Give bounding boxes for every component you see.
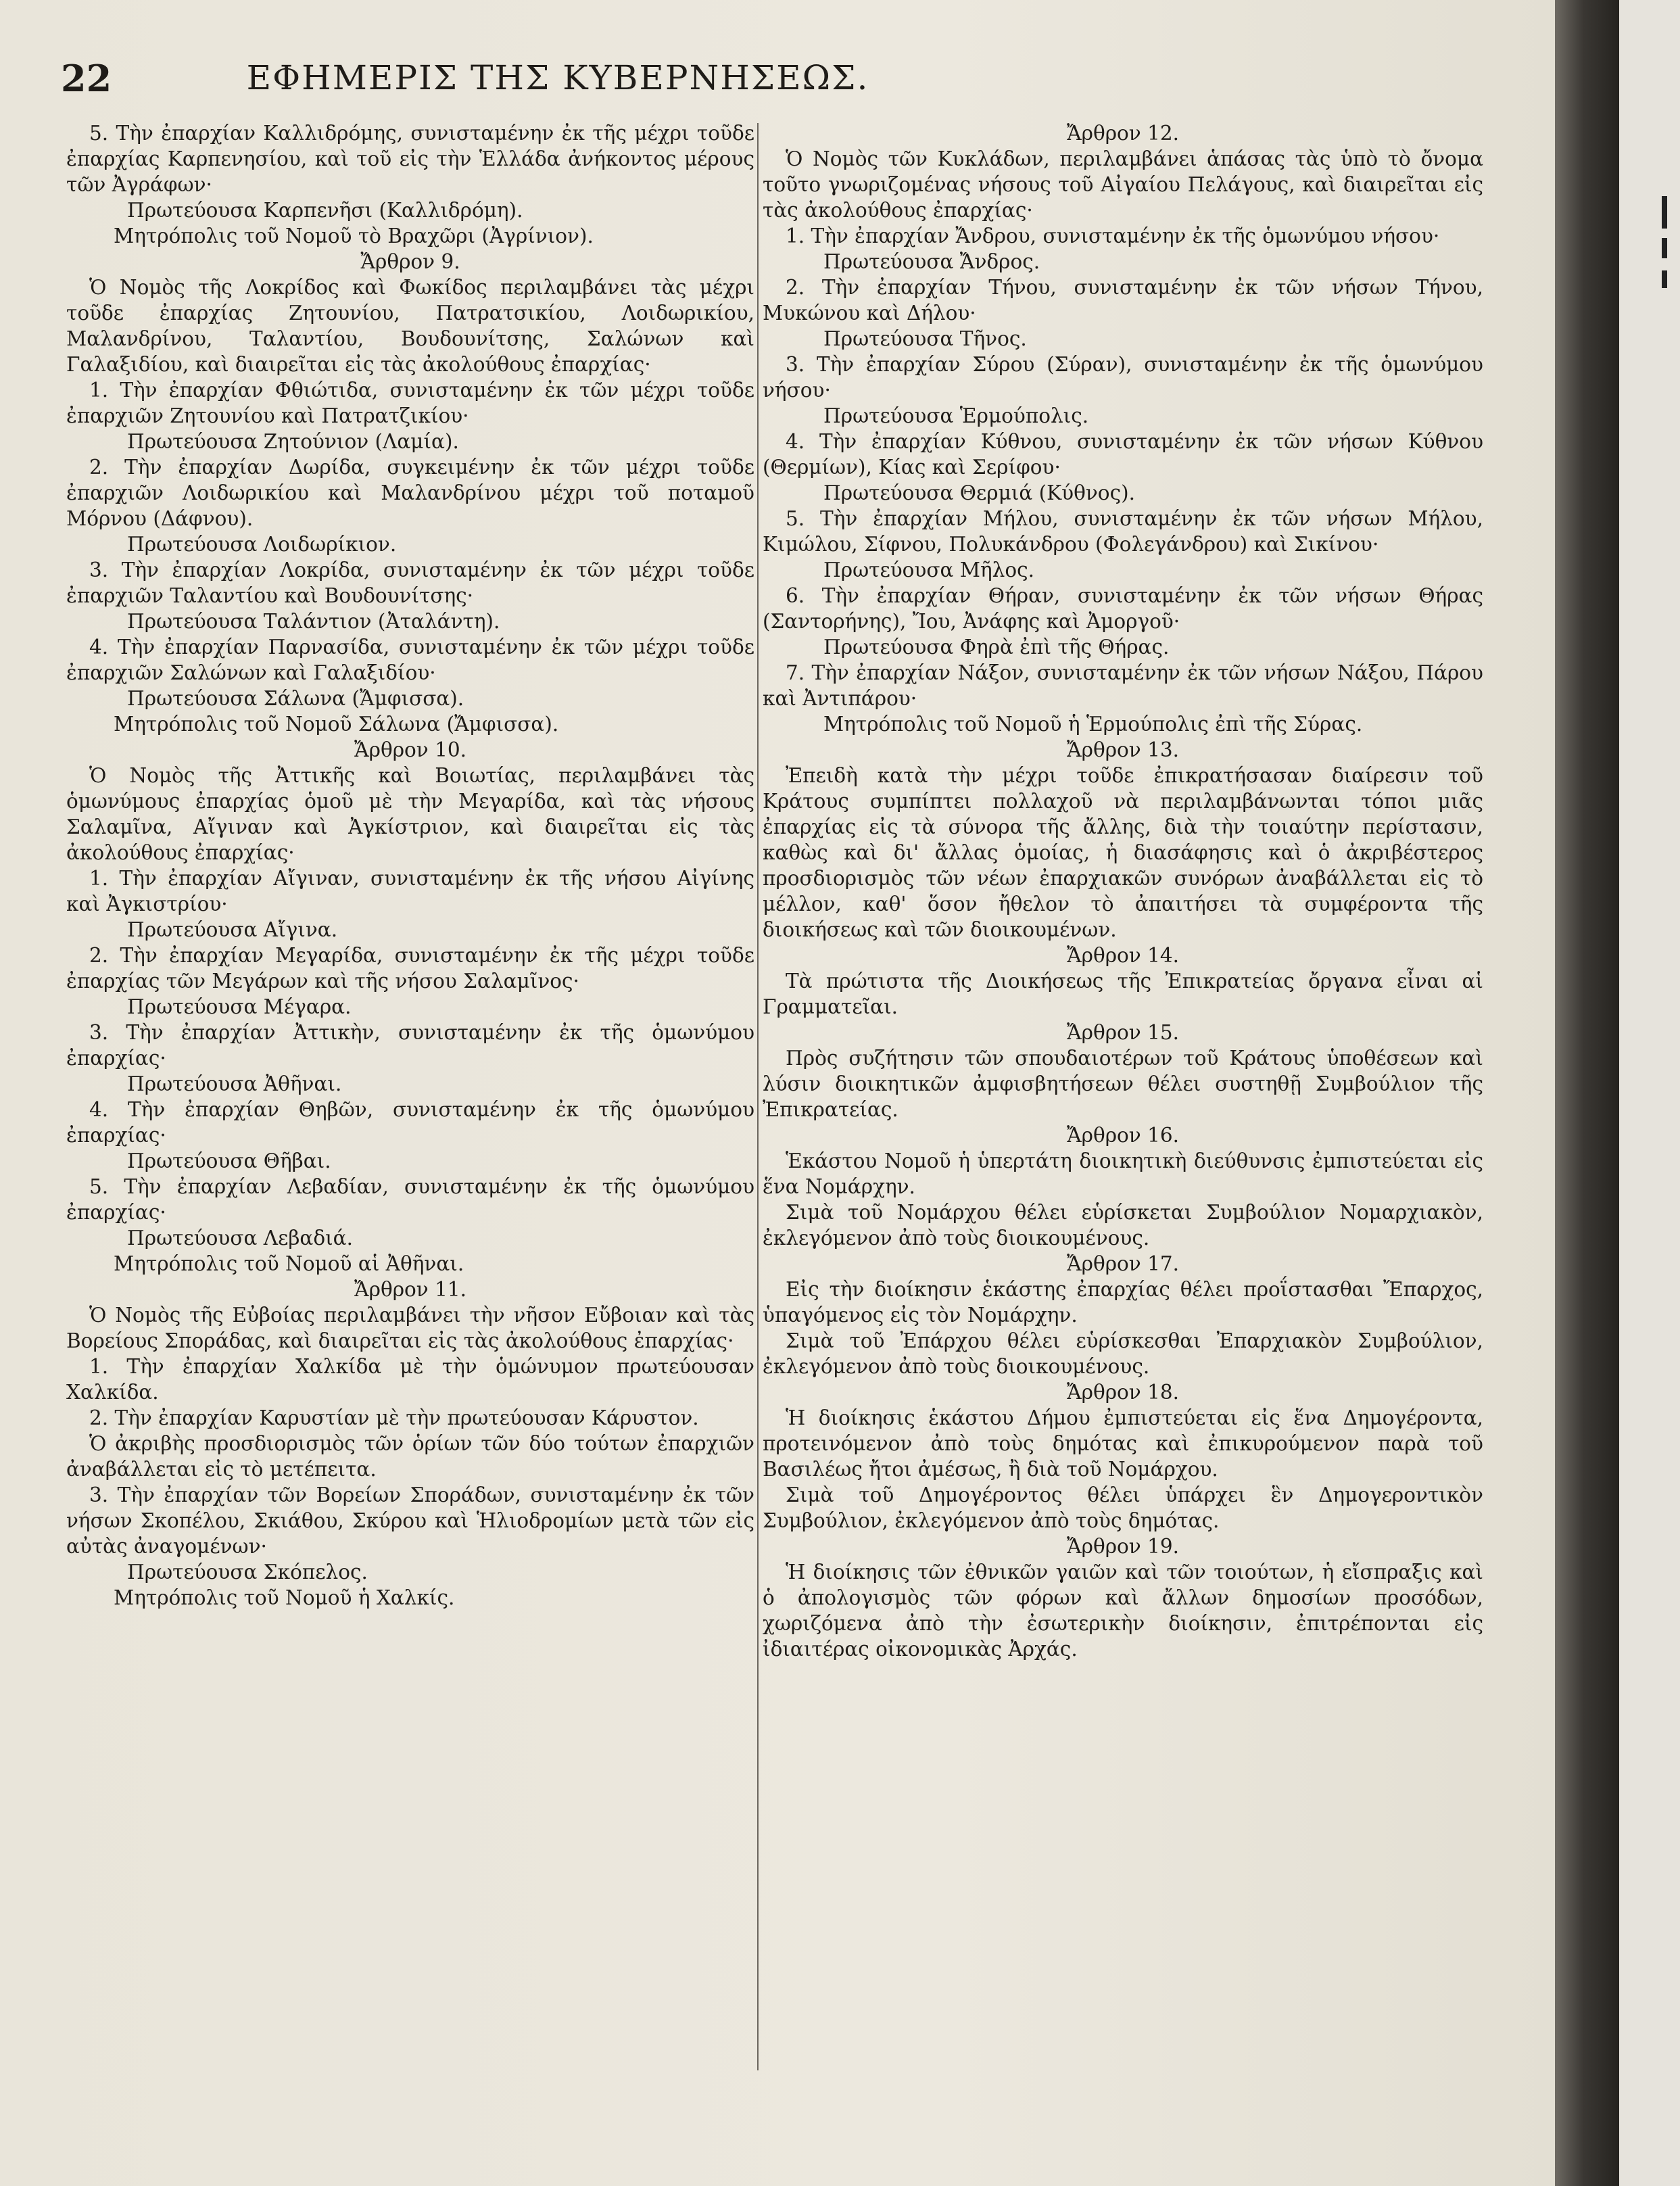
paragraph: Σιμὰ τοῦ Νομάρχου θέλει εὑρίσκεται Συμβούλιον Νομαρχιακὸν, ἐκλεγόμενον ἀπὸ τοὺς διοικουμένους. (763, 1201, 1483, 1250)
column-rule (757, 123, 759, 2070)
paragraph: 1. Τὴν ἐπαρχίαν Αἴγιναν, συνισταμένην ἐκ τῆς νήσου Αἰγίνης καὶ Ἀγκιστρίου· (66, 867, 754, 916)
paragraph: Σιμὰ τοῦ Δημογέροντος θέλει ὑπάρχει ἓν Δημογεροντικὸν Συμβούλιον, ἐκλεγόμενον ἀπὸ τοὺς δημότας. (763, 1483, 1483, 1532)
paragraph: 5. Τὴν ἐπαρχίαν Λεβαδίαν, συνισταμένην ἐκ τῆς ὁμωνύμου ἐπαρχίας· (66, 1175, 754, 1224)
capital-line: Πρωτεύουσα Αἴγινα. (127, 918, 338, 941)
edge-mark (1662, 238, 1667, 258)
paragraph: 3. Τὴν ἐπαρχίαν Ἀττικὴν, συνισταμένην ἐκ τῆς ὁμωνύμου ἐπαρχίας· (66, 1021, 754, 1070)
capital-line: Πρωτεύουσα Θῆβαι. (127, 1149, 331, 1172)
paragraph: 2. Τὴν ἐπαρχίαν Δωρίδα, συγκειμένην ἐκ τῶν μέχρι τοῦδε ἐπαρχιῶν Λοιδωρικίου καὶ Μαλανδρίνου μέχρι τοῦ ποταμοῦ Μόρνου (Δάφνου). (66, 456, 754, 530)
paragraph: 4. Τὴν ἐπαρχίαν Θηβῶν, συνισταμένην ἐκ τῆς ὁμωνύμου ἐπαρχίας· (66, 1098, 754, 1147)
metropolis-line: Μητρόπολις τοῦ Νομοῦ τὸ Βραχῶρι (Ἀγρίνιον). (114, 224, 594, 247)
article-heading: Ἄρθρον 12. (1066, 122, 1180, 145)
article-heading: Ἄρθρον 15. (1066, 1021, 1180, 1044)
paragraph: 1. Τὴν ἐπαρχίαν Φθιώτιδα, συνισταμένην ἐκ τῶν μέχρι τοῦδε ἐπαρχιῶν Ζητουνίου καὶ Πατρατζικίου· (66, 379, 754, 427)
book-spine (1555, 0, 1619, 2186)
paragraph: Εἰς τὴν διοίκησιν ἑκάστης ἐπαρχίας θέλει προΐστασθαι Ἔπαρχος, ὑπαγόμενος εἰς τὸν Νομάρχην. (763, 1278, 1483, 1327)
paragraph: Ὁ ἀκριβὴς προσδιορισμὸς τῶν ὁρίων τῶν δύο τούτων ἐπαρχιῶν ἀναβάλλεται εἰς τὸ μετέπειτα. (66, 1432, 754, 1481)
page-header (61, 57, 1055, 104)
capital-line: Πρωτεύουσα Ζητούνιον (Λαμία). (127, 430, 459, 453)
capital-line: Πρωτεύουσα Λεβαδιά. (127, 1227, 353, 1250)
paragraph: 6. Τὴν ἐπαρχίαν Θήραν, συνισταμένην ἐκ τῶν νήσων Θήρας (Σαντορήνης), Ἴου, Ἀνάφης καὶ Ἀμοργοῦ· (763, 584, 1483, 633)
capital-line: Πρωτεύουσα Θερμιά (Κύθνος). (823, 481, 1135, 504)
left-column (66, 120, 754, 1611)
paragraph: 4. Τὴν ἐπαρχίαν Παρνασίδα, συνισταμένην ἐκ τῶν μέχρι τοῦδε ἐπαρχιῶν Σαλώνων καὶ Γαλαξιδίου· (66, 636, 754, 684)
capital-line: Πρωτεύουσα Σκόπελος. (127, 1561, 368, 1584)
paragraph: Ἐπειδὴ κατὰ τὴν μέχρι τοῦδε ἐπικρατήσασαν διαίρεσιν τοῦ Κράτους συμπίπτει πολλαχοῦ νὰ περιλαμβάνωνται τόποι μιᾶς ἐπαρχίας εἰς τὰ σύνορα τῆς ἄλλης, διὰ τὴν τοιαύτην περίστασιν, καθὼς καὶ δι' ἄλλας ὁμοίας, ἡ διασάφησις καὶ ὁ ἀκριβέστερος προσδιορισμὸς τῶν νέων ἐπαρχιακῶν συνόρων ἀναβάλλεται εἰς τὸ μέλλον, καθ' ὅσον ἤθελον τὸ ἀπαιτήσει τὰ συμφέροντα τῆς διοικήσεως καὶ τῶν διοικουμένων. (763, 764, 1483, 941)
metropolis-line: Μητρόπολις τοῦ Νομοῦ αἱ Ἀθῆναι. (114, 1252, 464, 1275)
article-heading: Ἄρθρον 13. (1066, 738, 1180, 761)
paragraph: Σιμὰ τοῦ Ἐπάρχου θέλει εὑρίσκεσθαι Ἐπαρχιακὸν Συμβούλιον, ἐκλεγόμενον ἀπὸ τοὺς διοικουμένους. (763, 1329, 1483, 1378)
paragraph: Πρὸς συζήτησιν τῶν σπουδαιοτέρων τοῦ Κράτους ὑποθέσεων καὶ λύσιν διοικητικῶν ἀμφισβητήσεων θέλει συστηθῇ Συμβούλιον τῆς Ἐπικρατείας. (763, 1047, 1483, 1121)
right-column (763, 120, 1483, 1662)
capital-line: Πρωτεύουσα Λοιδωρίκιον. (127, 533, 397, 556)
capital-line: Πρωτεύουσα Μῆλος. (823, 559, 1035, 581)
article-heading: Ἄρθρον 17. (1066, 1252, 1180, 1275)
article-heading: Ἄρθρον 14. (1066, 944, 1180, 967)
adjacent-page-edge (1619, 0, 1680, 2186)
article-heading: Ἄρθρον 19. (1066, 1535, 1180, 1558)
capital-line: Πρωτεύουσα Ἄνδρος. (823, 250, 1040, 273)
capital-line: Πρωτεύουσα Καρπενῆσι (Καλλιδρόμη). (127, 199, 523, 222)
capital-line: Πρωτεύουσα Μέγαρα. (127, 995, 352, 1018)
edge-mark (1662, 270, 1667, 288)
capital-line: Πρωτεύουσα Σάλωνα (Ἄμφισσα). (127, 687, 464, 710)
running-title: ΕΦΗΜΕΡΙΣ ΤΗΣ ΚΥΒΕΡΝΗΣΕΩΣ. (246, 58, 869, 97)
paragraph: 1. Τὴν ἐπαρχίαν Χαλκίδα μὲ τὴν ὁμώνυμον πρωτεύουσαν Χαλκίδα. (66, 1355, 754, 1404)
paragraph: 2. Τὴν ἐπαρχίαν Καρυστίαν μὲ τὴν πρωτεύουσαν Κάρυστον. (89, 1406, 699, 1429)
capital-line: Μητρόπολις τοῦ Νομοῦ ἡ Ἑρμούπολις ἐπὶ τῆς Σύρας. (823, 713, 1363, 736)
paragraph: Ἡ διοίκησις τῶν ἐθνικῶν γαιῶν καὶ τῶν τοιούτων, ἡ εἴσπραξις καὶ ὁ ἀπολογισμὸς τῶν φόρων καὶ ἄλλων δημοσίων προσόδων, χωριζόμενα ἀπὸ τὴν ἐσωτερικὴν διοίκησιν, ἐπιτρέπονται εἰς ἰδιαιτέρας οἰκονομικὰς Ἀρχάς. (763, 1561, 1483, 1661)
capital-line: Πρωτεύουσα Ἑρμούπολις. (823, 404, 1089, 427)
paragraph: 4. Τὴν ἐπαρχίαν Κύθνου, συνισταμένην ἐκ τῶν νήσων Κύθνου (Θερμίων), Κίας καὶ Σερίφου· (763, 430, 1483, 479)
article-heading: Ἄρθρον 10. (354, 738, 467, 761)
paragraph: Ὁ Νομὸς τῆς Λοκρίδος καὶ Φωκίδος περιλαμβάνει τὰς μέχρι τοῦδε ἐπαρχίας Ζητουνίου, Πατρατσικίου, Λοιδωρικίου, Μαλανδρίνου, Ταλαντίου, Βουδουνίτσης, Σαλώνων καὶ Γαλαξιδίου, καὶ διαιρεῖται εἰς τὰς ἀκολούθους ἐπαρχίας· (66, 276, 754, 376)
paragraph: 2. Τὴν ἐπαρχίαν Τήνου, συνισταμένην ἐκ τῶν νήσων Τήνου, Μυκώνου καὶ Δήλου· (763, 276, 1483, 325)
paragraph: 3. Τὴν ἐπαρχίαν Λοκρίδα, συνισταμένην ἐκ τῶν μέχρι τοῦδε ἐπαρχιῶν Ταλαντίου καὶ Βουδουνίτσης· (66, 559, 754, 607)
capital-line: Πρωτεύουσα Ταλάντιον (Ἀταλάντη). (127, 610, 500, 633)
page-number: 22 (61, 57, 112, 100)
paragraph: 3. Τὴν ἐπαρχίαν τῶν Βορείων Σποράδων, συνισταμένην ἐκ τῶν νήσων Σκοπέλου, Σκιάθου, Σκύρου καὶ Ἡλιοδρομίων μετὰ τῶν εἰς αὐτὰς ἀναγομένων· (66, 1483, 754, 1558)
paragraph: 5. Τὴν ἐπαρχίαν Καλλιδρόμης, συνισταμένην ἐκ τῆς μέχρι τοῦδε ἐπαρχίας Καρπενησίου, καὶ τοῦ εἰς τὴν Ἑλλάδα ἀνήκοντος μέρους τῶν Ἀγράφων· (66, 122, 754, 196)
article-heading: Ἄρθρον 18. (1066, 1381, 1180, 1404)
paragraph: Ἑκάστου Νομοῦ ἡ ὑπερτάτη διοικητικὴ διεύθυνσις ἐμπιστεύεται εἰς ἕνα Νομάρχην. (763, 1149, 1483, 1198)
paragraph: 5. Τὴν ἐπαρχίαν Μήλου, συνισταμένην ἐκ τῶν νήσων Μήλου, Κιμώλου, Σίφνου, Πολυκάνδρου (Φολεγάνδρου) καὶ Σικίνου· (763, 507, 1483, 556)
paragraph: Τὰ πρώτιστα τῆς Διοικήσεως τῆς Ἐπικρατείας ὄργανα εἶναι αἱ Γραμματεῖαι. (763, 970, 1483, 1018)
paragraph: 2. Τὴν ἐπαρχίαν Μεγαρίδα, συνισταμένην ἐκ τῆς μέχρι τοῦδε ἐπαρχίας τῶν Μεγάρων καὶ τῆς νήσου Σαλαμῖνος· (66, 944, 754, 993)
paragraph: Ὁ Νομὸς τῆς Ἀττικῆς καὶ Βοιωτίας, περιλαμβάνει τὰς ὁμωνύμους ἐπαρχίας ὁμοῦ μὲ τὴν Μεγαρίδα, καὶ τὰς νήσους Σαλαμῖνα, Αἴγιναν καὶ Ἀγκίστριον, καὶ διαιρεῖται εἰς τὰς ἀκολούθους ἐπαρχίας· (66, 764, 754, 864)
article-heading: Ἄρθρον 9. (360, 250, 460, 273)
paragraph: 3. Τὴν ἐπαρχίαν Σύρου (Σύραν), συνισταμένην ἐκ τῆς ὁμωνύμου νήσου· (763, 353, 1483, 402)
paragraph: 7. Τὴν ἐπαρχίαν Νάξον, συνισταμένην ἐκ τῶν νήσων Νάξου, Πάρου καὶ Ἀντιπάρου· (763, 661, 1483, 710)
metropolis-line: Μητρόπολις τοῦ Νομοῦ ἡ Χαλκίς. (114, 1586, 455, 1609)
article-heading: Ἄρθρον 11. (354, 1278, 467, 1301)
capital-line: Πρωτεύουσα Ἀθῆναι. (127, 1072, 342, 1095)
paragraph: Ὁ Νομὸς τῆς Εὐβοίας περιλαμβάνει τὴν νῆσον Εὔβοιαν καὶ τὰς Βορείους Σποράδας, καὶ διαιρεῖται εἰς τὰς ἀκολούθους ἐπαρχίας· (66, 1304, 754, 1352)
paragraph: Ὁ Νομὸς τῶν Κυκλάδων, περιλαμβάνει ἁπάσας τὰς ὑπὸ τὸ ὄνομα τοῦτο γνωριζομένας νήσους τοῦ Αἰγαίου Πελάγους, καὶ διαιρεῖται εἰς τὰς ἀκολούθους ἐπαρχίας· (763, 147, 1483, 222)
capital-line: Πρωτεύουσα Τῆνος. (823, 327, 1027, 350)
paragraph: Ἡ διοίκησις ἑκάστου Δήμου ἐμπιστεύεται εἰς ἕνα Δημογέροντα, προτεινόμενον ἀπὸ τοὺς δημότας καὶ ἐπικυρούμενον παρὰ τοῦ Βασιλέως ἤτοι ἀμέσως, ἢ διὰ τοῦ Νομάρχου. (763, 1406, 1483, 1481)
capital-line: Πρωτεύουσα Φηρὰ ἐπὶ τῆς Θήρας. (823, 636, 1170, 659)
edge-mark (1662, 196, 1667, 229)
paragraph: 1. Τὴν ἐπαρχίαν Ἄνδρου, συνισταμένην ἐκ τῆς ὁμωνύμου νήσου· (786, 224, 1440, 247)
article-heading: Ἄρθρον 16. (1066, 1124, 1180, 1147)
metropolis-line: Μητρόπολις τοῦ Νομοῦ Σάλωνα (Ἄμφισσα). (114, 713, 559, 736)
